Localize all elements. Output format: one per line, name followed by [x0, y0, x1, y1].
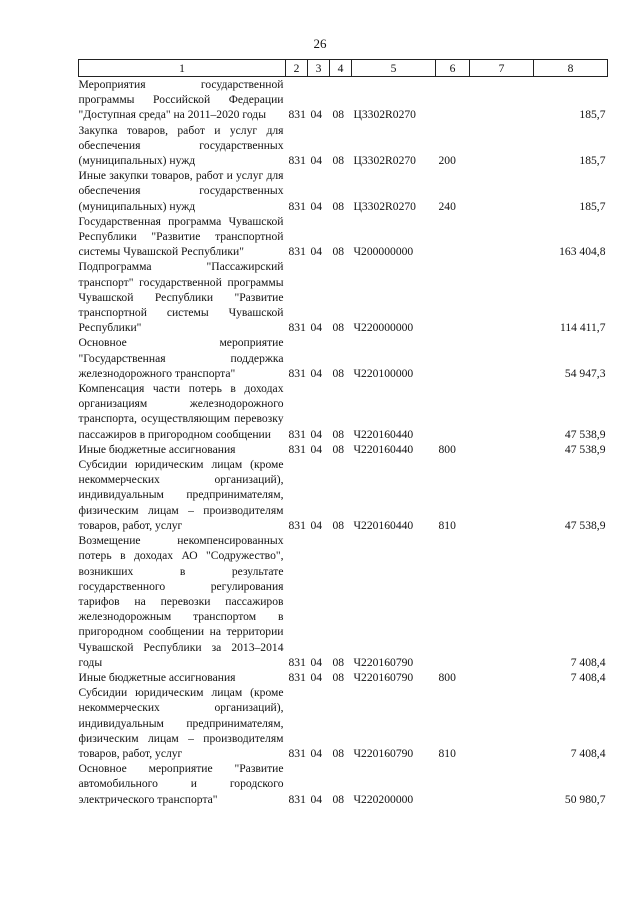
amount-cell: 54 947,3 [564, 366, 606, 380]
column-7-cell [470, 123, 534, 169]
ministry-code-cell: 831 [288, 199, 306, 213]
table-row [79, 533, 608, 670]
target-article-cell: Ч220160440 [353, 442, 414, 456]
header-cell-4: 4 [330, 60, 352, 77]
expense-type-cell: 800 [438, 670, 456, 684]
subsection-code-cell: 08 [332, 746, 345, 760]
ministry-code-cell: 831 [288, 427, 306, 441]
expense-name-cell: Основное мероприятие "Развитие автомобильного и городского электрического транспорта" [78, 762, 284, 806]
subsection-code-cell: 08 [332, 442, 345, 456]
column-7-cell [470, 685, 534, 761]
ministry-code-cell: 831 [288, 321, 306, 335]
expense-name-cell: Подпрограмма "Пассажирский транспорт" государственной программы Чувашской Республики "Развитие транспортной системы Чувашской Республики" [78, 260, 284, 335]
expense-type-cell [436, 335, 470, 381]
table-row [79, 457, 608, 533]
section-code-cell: 04 [310, 108, 323, 122]
header-cell-5: 5 [352, 60, 436, 77]
table-row [79, 381, 608, 442]
amount-cell: 114 411,7 [559, 321, 606, 335]
table-row [79, 442, 608, 457]
ministry-code-cell: 831 [288, 746, 306, 760]
amount-cell: 7 408,4 [570, 670, 606, 684]
amount-cell: 7 408,4 [570, 746, 606, 760]
column-7-cell [470, 670, 534, 685]
column-7-cell [470, 77, 534, 123]
table-row [79, 214, 608, 260]
target-article-cell: Ч220000000 [353, 321, 414, 335]
subsection-code-cell: 08 [332, 670, 345, 684]
subsection-code-cell: 08 [332, 518, 345, 532]
target-article-cell: Ц3302R0270 [353, 154, 416, 168]
target-article-cell: Ч220160790 [353, 746, 414, 760]
subsection-code-cell: 08 [332, 427, 345, 441]
expense-name-cell: Субсидии юридическим лицам (кроме некоммерческих организаций), индивидуальным предпринимателям, физическим лицам – производителям товаров, работ, услуг [78, 458, 284, 532]
expense-type-cell [436, 381, 470, 442]
subsection-code-cell: 08 [332, 108, 345, 122]
header-row [79, 60, 608, 77]
amount-cell: 7 408,4 [570, 655, 606, 669]
ministry-code-cell: 831 [288, 366, 306, 380]
table-row [79, 670, 608, 685]
expense-name-cell: Иные закупки товаров, работ и услуг для обеспечения государственных (муниципальных) нужд [78, 169, 284, 213]
amount-cell: 47 538,9 [564, 442, 606, 456]
expense-name-cell: Иные бюджетные ассигнования [78, 442, 236, 456]
table-header [79, 60, 608, 77]
amount-cell: 50 980,7 [564, 792, 606, 806]
expense-type-cell [436, 77, 470, 123]
expense-type-cell: 200 [438, 154, 456, 168]
expense-type-cell [436, 533, 470, 670]
ministry-code-cell: 831 [288, 108, 306, 122]
expense-name-cell: Иные бюджетные ассигнования [78, 670, 236, 684]
expense-name-cell: Мероприятия государственной программы Российской Федерации "Доступная среда" на 2011–2020 годы [78, 78, 284, 122]
subsection-code-cell: 08 [332, 321, 345, 335]
ministry-code-cell: 831 [288, 792, 306, 806]
expense-name-cell: Основное мероприятие "Государственная поддержка железнодорожного транспорта" [78, 336, 284, 380]
header-cell-7: 7 [470, 60, 534, 77]
column-7-cell [470, 259, 534, 335]
header-cell-8: 8 [534, 60, 608, 77]
target-article-cell: Ч220160440 [353, 518, 414, 532]
column-7-cell [470, 533, 534, 670]
expense-name-cell: Субсидии юридическим лицам (кроме некоммерческих организаций), индивидуальным предпринимателям, физическим лицам – производителям товаров, работ, услуг [78, 686, 284, 760]
ministry-code-cell: 831 [288, 154, 306, 168]
ministry-code-cell: 831 [288, 655, 306, 669]
expense-name-cell: Возмещение некомпенсированных потерь в доходах АО "Содружество", возникших в результате государственного регулирования тарифов на перевозки пассажиров железнодорожным транспортом в пригородном сообщении на территории Чувашской Республики за 2013–2014 годы [78, 534, 284, 669]
subsection-code-cell: 08 [332, 655, 345, 669]
expense-type-cell: 240 [438, 199, 456, 213]
amount-cell: 47 538,9 [564, 427, 606, 441]
amount-cell: 47 538,9 [564, 518, 606, 532]
expense-type-cell: 800 [438, 442, 456, 456]
section-code-cell: 04 [310, 655, 323, 669]
section-code-cell: 04 [310, 427, 323, 441]
section-code-cell: 04 [310, 199, 323, 213]
target-article-cell: Ч220160790 [353, 655, 414, 669]
header-cell-2: 2 [286, 60, 308, 77]
table-row [79, 123, 608, 169]
section-code-cell: 04 [310, 245, 323, 259]
column-7-cell [470, 381, 534, 442]
section-code-cell: 04 [310, 442, 323, 456]
amount-cell: 185,7 [579, 199, 606, 213]
table-row [79, 761, 608, 807]
amount-cell: 185,7 [579, 154, 606, 168]
ministry-code-cell: 831 [288, 670, 306, 684]
ministry-code-cell: 831 [288, 518, 306, 532]
column-7-cell [470, 761, 534, 807]
header-cell-3: 3 [308, 60, 330, 77]
target-article-cell: Ч220200000 [353, 792, 414, 806]
table-row [79, 77, 608, 123]
budget-table [78, 59, 608, 807]
expense-name-cell: Компенсация части потерь в доходах организациям железнодорожного транспорта, осуществляющим перевозку пассажиров в пригородном сообщении [78, 382, 284, 441]
expense-type-cell: 810 [438, 518, 456, 532]
table-row [79, 335, 608, 381]
table-row [79, 685, 608, 761]
section-code-cell: 04 [310, 792, 323, 806]
table-row [79, 259, 608, 335]
ministry-code-cell: 831 [288, 442, 306, 456]
header-cell-1: 1 [79, 60, 286, 77]
subsection-code-cell: 08 [332, 154, 345, 168]
subsection-code-cell: 08 [332, 245, 345, 259]
column-7-cell [470, 457, 534, 533]
page-number: 26 [313, 36, 327, 51]
subsection-code-cell: 08 [332, 366, 345, 380]
expense-type-cell: 810 [438, 746, 456, 760]
section-code-cell: 04 [310, 321, 323, 335]
subsection-code-cell: 08 [332, 792, 345, 806]
expense-name-cell: Закупка товаров, работ и услуг для обеспечения государственных (муниципальных) нужд [78, 123, 284, 168]
target-article-cell: Ч220160790 [353, 670, 414, 684]
expense-type-cell [436, 761, 470, 807]
target-article-cell: Ц3302R0270 [353, 199, 416, 213]
column-7-cell [470, 168, 534, 214]
expense-type-cell [436, 214, 470, 260]
section-code-cell: 04 [310, 154, 323, 168]
table-body [79, 77, 608, 807]
target-article-cell: Ч220100000 [353, 366, 414, 380]
target-article-cell: Ч200000000 [353, 245, 414, 259]
header-cell-6: 6 [436, 60, 470, 77]
column-7-cell [470, 442, 534, 457]
section-code-cell: 04 [310, 746, 323, 760]
column-7-cell [470, 214, 534, 260]
expense-name-cell: Государственная программа Чувашской Республики "Развитие транспортной системы Чувашской Республики" [78, 214, 284, 259]
expense-type-cell [436, 259, 470, 335]
ministry-code-cell: 831 [288, 245, 306, 259]
amount-cell: 185,7 [579, 108, 606, 122]
table-row [79, 168, 608, 214]
amount-cell: 163 404,8 [559, 245, 606, 259]
section-code-cell: 04 [310, 366, 323, 380]
subsection-code-cell: 08 [332, 199, 345, 213]
section-code-cell: 04 [310, 518, 323, 532]
column-7-cell [470, 335, 534, 381]
target-article-cell: Ц3302R0270 [353, 108, 416, 122]
target-article-cell: Ч220160440 [353, 427, 414, 441]
section-code-cell: 04 [310, 670, 323, 684]
